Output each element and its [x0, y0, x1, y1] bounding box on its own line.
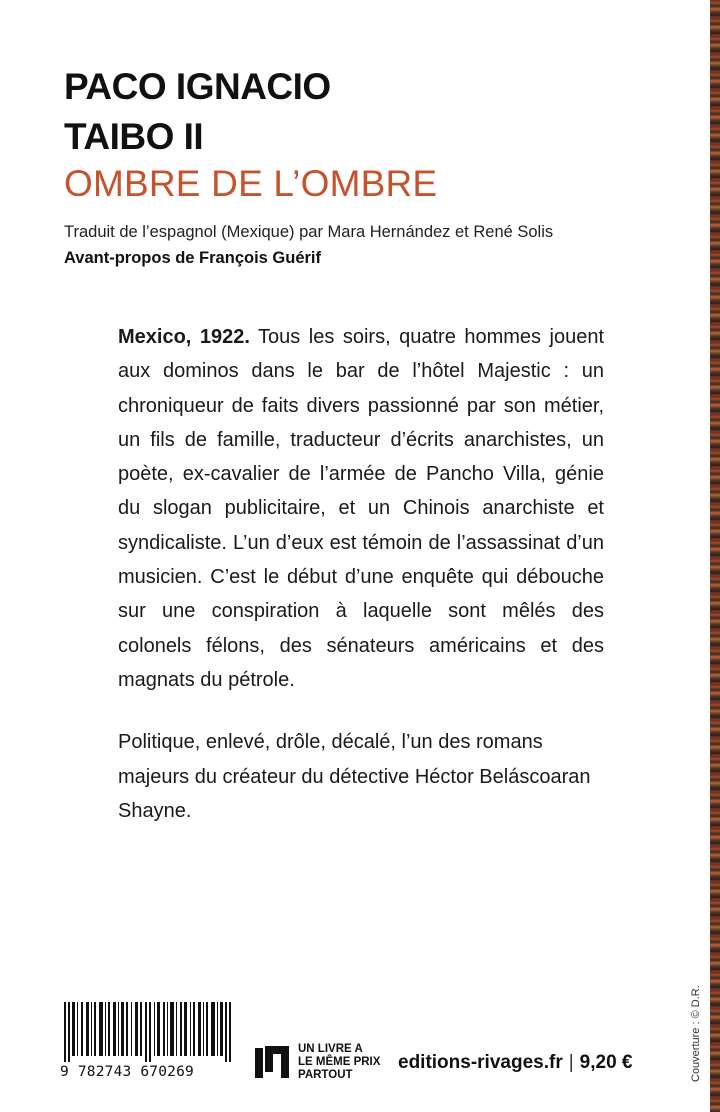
book-price-law-logo — [253, 1042, 293, 1082]
author-name-line1: PACO IGNACIO — [64, 66, 331, 107]
credits — [64, 219, 664, 271]
publisher-info — [398, 1052, 632, 1074]
publisher-website: editions-rivages.fr — [398, 1052, 563, 1073]
header — [64, 62, 684, 208]
price-law-line2: LE MÊME PRIX — [298, 1056, 381, 1068]
blurb-paragraph-1-text: Tous les soirs, quatre hommes jouent aux dominos dans le bar de l’hôtel Majestic : un chroniqueur de faits divers passionné par son métier, un fils de famille, traducteur d’écrits anarchistes, un poète, ex-cavalier de l’armée de Pancho Villa, génie du slogan publicitaire, et un Chinois anarchiste et syndicaliste. L’un d’eux est témoin de l’assassinat d’un musicien. C’est le début d’une enquête qui débouche sur une conspiration à laquelle sont mêlés des colonels félons, des sénateurs américains et des magnats du pétrole. — [118, 326, 604, 691]
barcode-bars — [60, 1002, 236, 1062]
translator-credit: Traduit de l’espagnol (Mexique) par Mara Hernández et René Solis — [64, 223, 554, 241]
price-law-text — [298, 1043, 380, 1082]
blurb — [118, 320, 604, 828]
footer-separator: | — [568, 1052, 574, 1073]
book-title: OMBRE DE L’OMBRE — [64, 163, 438, 204]
isbn-number: 9 782743 670269 — [60, 1064, 194, 1080]
blurb-paragraph-2: Politique, enlevé, drôle, décalé, l’un des romans majeurs du créateur du détective Héctor Beláscoaran Shayne. — [118, 731, 591, 822]
price-law-line1: UN LIVRE A — [298, 1043, 363, 1055]
cover-credit: Couverture : © D.R. — [690, 985, 702, 1082]
blurb-paragraph-1 — [118, 320, 604, 697]
barcode — [60, 1002, 236, 1080]
foreword-credit: Avant-propos de François Guérif — [64, 249, 322, 267]
price-law-line3: PARTOUT — [298, 1069, 353, 1081]
book-price: 9,20 € — [579, 1052, 633, 1073]
author-name-line2: TAIBO II — [64, 116, 204, 157]
spine-edge — [710, 0, 720, 1112]
blurb-lead: Mexico, 1922. — [118, 326, 250, 348]
